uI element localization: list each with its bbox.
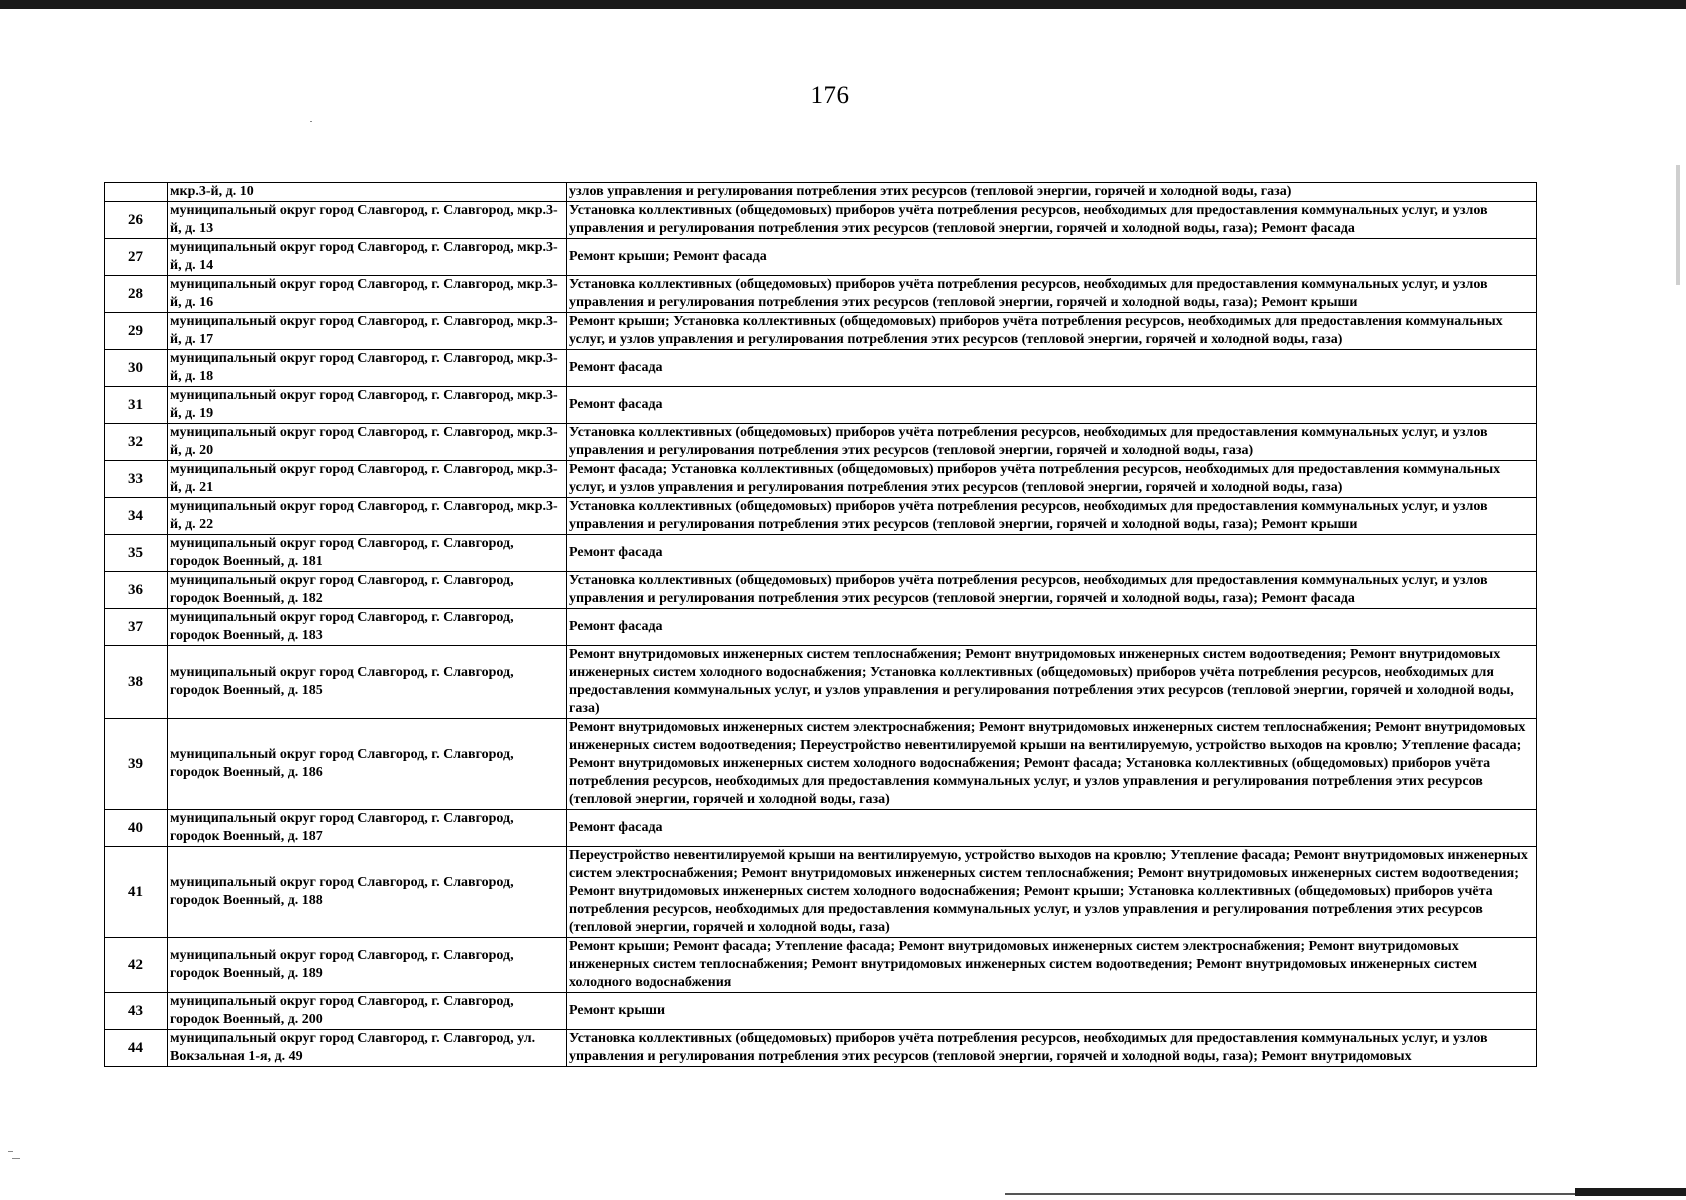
table-row	[105, 719, 1537, 810]
row-address-cell	[168, 993, 567, 1030]
row-address-cell	[168, 847, 567, 938]
row-works: Ремонт фасада	[569, 619, 663, 634]
row-works-cell	[567, 276, 1537, 313]
row-works-cell	[567, 535, 1537, 572]
table-row	[105, 276, 1537, 313]
table-row	[105, 646, 1537, 719]
table-row	[105, 387, 1537, 424]
scan-bottom-edge	[1575, 1188, 1686, 1196]
row-works: Ремонт крыши; Ремонт фасада; Утепление фасада; Ремонт внутридомовых инженерных систем электроснабжения; Ремонт внутридомовых инженерных систем теплоснабжения; Ремонт внутридомовых инженерных систем водоотведения; Ремонт внутридомовых инженерных систем холодного водоснабжения	[569, 939, 1478, 990]
row-address-cell	[168, 276, 567, 313]
table-body	[105, 183, 1537, 1067]
row-works: Ремонт фасада	[569, 545, 663, 560]
row-works-cell	[567, 847, 1537, 938]
table-row	[105, 810, 1537, 847]
row-address: муниципальный округ город Славгород, г. Славгород, городок Военный, д. 189	[170, 948, 514, 981]
row-works: Ремонт крыши; Ремонт фасада	[569, 249, 767, 264]
row-address-cell	[168, 498, 567, 535]
row-number: 40	[105, 810, 168, 847]
row-address-cell	[168, 387, 567, 424]
row-address: муниципальный округ город Славгород, г. Славгород, городок Военный, д. 182	[170, 573, 514, 606]
repair-works-table-container	[104, 182, 1536, 1067]
row-works-cell	[567, 609, 1537, 646]
row-number: 28	[105, 276, 168, 313]
row-address: муниципальный округ город Славгород, г. Славгород, городок Военный, д. 187	[170, 811, 514, 844]
table-row	[105, 938, 1537, 993]
table-row	[105, 993, 1537, 1030]
row-address-cell	[168, 810, 567, 847]
row-works-cell	[567, 350, 1537, 387]
row-address: муниципальный округ город Славгород, г. Славгород, мкр.3-й, д. 20	[170, 425, 558, 458]
row-works-cell	[567, 993, 1537, 1030]
row-works: Ремонт крыши	[569, 1003, 666, 1018]
row-address: муниципальный округ город Славгород, г. Славгород, мкр.3-й, д. 17	[170, 314, 558, 347]
row-address-cell	[168, 424, 567, 461]
row-works-cell	[567, 202, 1537, 239]
table-row	[105, 350, 1537, 387]
row-works: Ремонт внутридомовых инженерных систем электроснабжения; Ремонт внутридомовых инженерных систем теплоснабжения; Ремонт внутридомовых инженерных систем водоотведения; Переустройство невентилируемой крыши на вентилируемую, устройство выходов на кровлю; Утепление фасада; Ремонт внутридомовых инженерных систем холодного водоснабжения; Ремонт фасада; Установка коллективных (общедомовых) приборов учёта потребления ресурсов, необходимых для предоставления коммунальных услуг, и узлов управления и регулирования потребления этих ресурсов (тепловой энергии, горячей и холодной воды, газа)	[569, 720, 1526, 807]
row-address: муниципальный округ город Славгород, г. Славгород, мкр.3-й, д. 16	[170, 277, 558, 310]
row-address: муниципальный округ город Славгород, г. Славгород, мкр.3-й, д. 21	[170, 462, 558, 495]
row-address-cell	[168, 646, 567, 719]
row-address: муниципальный округ город Славгород, г. Славгород, городок Военный, д. 181	[170, 536, 514, 569]
row-address: муниципальный округ город Славгород, г. Славгород, мкр.3-й, д. 13	[170, 203, 558, 236]
row-number: 27	[105, 239, 168, 276]
row-address: муниципальный округ город Славгород, г. Славгород, мкр.3-й, д. 14	[170, 240, 558, 273]
row-address-cell	[168, 239, 567, 276]
row-address: муниципальный округ город Славгород, г. Славгород, городок Военный, д. 183	[170, 610, 514, 643]
row-number: 32	[105, 424, 168, 461]
row-number: 31	[105, 387, 168, 424]
row-works-cell	[567, 183, 1537, 202]
row-works: Ремонт фасада; Установка коллективных (общедомовых) приборов учёта потребления ресурсов, необходимых для предоставления коммунальных услуг, и узлов управления и регулирования потребления этих ресурсов (тепловой энергии, горячей и холодной воды, газа)	[569, 462, 1501, 495]
table-row	[105, 183, 1537, 202]
page-number: 176	[810, 82, 850, 109]
row-number: 44	[105, 1030, 168, 1067]
row-number: 34	[105, 498, 168, 535]
row-works: Ремонт фасада	[569, 820, 663, 835]
row-works-cell	[567, 572, 1537, 609]
row-address-cell	[168, 313, 567, 350]
row-works: Ремонт крыши; Установка коллективных (общедомовых) приборов учёта потребления ресурсов, необходимых для предоставления коммунальных услуг, и узлов управления и регулирования потребления этих ресурсов (тепловой энергии, горячей и холодной воды, газа)	[569, 314, 1503, 347]
table-row	[105, 461, 1537, 498]
repair-works-table	[104, 182, 1537, 1067]
row-works-cell	[567, 938, 1537, 993]
row-number: 41	[105, 847, 168, 938]
row-number: 43	[105, 993, 168, 1030]
row-address-cell	[168, 1030, 567, 1067]
row-works-cell	[567, 498, 1537, 535]
row-address-cell	[168, 350, 567, 387]
row-works: Установка коллективных (общедомовых) приборов учёта потребления ресурсов, необходимых для предоставления коммунальных услуг, и узлов управления и регулирования потребления этих ресурсов (тепловой энергии, горячей и холодной воды, газа); Ремонт внутридомовых	[569, 1031, 1488, 1064]
row-address-cell	[168, 202, 567, 239]
scan-top-edge	[0, 0, 1686, 9]
table-row	[105, 313, 1537, 350]
row-works-cell	[567, 461, 1537, 498]
row-number: 38	[105, 646, 168, 719]
row-address-cell	[168, 609, 567, 646]
table-row	[105, 609, 1537, 646]
row-number: 42	[105, 938, 168, 993]
table-row	[105, 572, 1537, 609]
row-works: Ремонт внутридомовых инженерных систем теплоснабжения; Ремонт внутридомовых инженерных систем водоотведения; Ремонт внутридомовых инженерных систем холодного водоснабжения; Установка коллективных (общедомовых) приборов учёта потребления ресурсов, необходимых для предоставления коммунальных услуг, и узлов управления и регулирования потребления этих ресурсов (тепловой энергии, горячей и холодной воды, газа)	[569, 647, 1514, 716]
row-address: муниципальный округ город Славгород, г. Славгород, мкр.3-й, д. 18	[170, 351, 558, 384]
row-works: Установка коллективных (общедомовых) приборов учёта потребления ресурсов, необходимых для предоставления коммунальных услуг, и узлов управления и регулирования потребления этих ресурсов (тепловой энергии, горячей и холодной воды, газа); Ремонт крыши	[569, 277, 1488, 310]
table-row	[105, 239, 1537, 276]
row-works-cell	[567, 1030, 1537, 1067]
row-works-cell	[567, 646, 1537, 719]
row-address: муниципальный округ город Славгород, г. Славгород, городок Военный, д. 186	[170, 747, 514, 780]
row-works-cell	[567, 313, 1537, 350]
scan-right-mark	[1676, 165, 1680, 285]
table-row	[105, 1030, 1537, 1067]
row-works: узлов управления и регулирования потребления этих ресурсов (тепловой энергии, горячей и холодной воды, газа)	[569, 184, 1292, 199]
row-works: Переустройство невентилируемой крыши на вентилируемую, устройство выходов на кровлю; Утепление фасада; Ремонт внутридомовых инженерных систем электроснабжения; Ремонт внутридомовых инженерных систем теплоснабжения; Ремонт внутридомовых инженерных систем водоотведения; Ремонт внутридомовых инженерных систем холодного водоснабжения; Ремонт крыши; Установка коллективных (общедомовых) приборов учёта потребления ресурсов, необходимых для предоставления коммунальных услуг, и узлов управления и регулирования потребления этих ресурсов (тепловой энергии, горячей и холодной воды, газа)	[569, 848, 1528, 935]
table-row	[105, 424, 1537, 461]
row-number	[105, 183, 168, 202]
row-works: Ремонт фасада	[569, 397, 663, 412]
row-address-cell	[168, 461, 567, 498]
row-address: мкр.3-й, д. 10	[170, 184, 254, 199]
row-number: 33	[105, 461, 168, 498]
row-number: 26	[105, 202, 168, 239]
table-row	[105, 535, 1537, 572]
row-number: 29	[105, 313, 168, 350]
table-row	[105, 202, 1537, 239]
row-works-cell	[567, 424, 1537, 461]
row-works-cell	[567, 387, 1537, 424]
row-address: муниципальный округ город Славгород, г. Славгород, ул. Вокзальная 1-я, д. 49	[170, 1031, 536, 1064]
row-number: 36	[105, 572, 168, 609]
row-works: Установка коллективных (общедомовых) приборов учёта потребления ресурсов, необходимых для предоставления коммунальных услуг, и узлов управления и регулирования потребления этих ресурсов (тепловой энергии, горячей и холодной воды, газа)	[569, 425, 1488, 458]
row-works: Установка коллективных (общедомовых) приборов учёта потребления ресурсов, необходимых для предоставления коммунальных услуг, и узлов управления и регулирования потребления этих ресурсов (тепловой энергии, горячей и холодной воды, газа); Ремонт крыши	[569, 499, 1488, 532]
row-address: муниципальный округ город Славгород, г. Славгород, мкр.3-й, д. 19	[170, 388, 558, 421]
row-address-cell	[168, 938, 567, 993]
row-address: муниципальный округ город Славгород, г. Славгород, городок Военный, д. 185	[170, 665, 514, 698]
scan-speck	[12, 1158, 20, 1159]
row-address-cell	[168, 535, 567, 572]
table-row	[105, 498, 1537, 535]
row-address-cell	[168, 572, 567, 609]
row-works-cell	[567, 719, 1537, 810]
row-works: Ремонт фасада	[569, 360, 663, 375]
row-number: 30	[105, 350, 168, 387]
row-number: 39	[105, 719, 168, 810]
row-works: Установка коллективных (общедомовых) приборов учёта потребления ресурсов, необходимых для предоставления коммунальных услуг, и узлов управления и регулирования потребления этих ресурсов (тепловой энергии, горячей и холодной воды, газа); Ремонт фасада	[569, 573, 1488, 606]
scan-speck	[310, 121, 312, 122]
row-number: 35	[105, 535, 168, 572]
row-works-cell	[567, 810, 1537, 847]
row-address: муниципальный округ город Славгород, г. Славгород, городок Военный, д. 188	[170, 875, 514, 908]
table-row	[105, 847, 1537, 938]
row-address: муниципальный округ город Славгород, г. Славгород, мкр.3-й, д. 22	[170, 499, 558, 532]
scan-speck	[8, 1151, 13, 1152]
row-address-cell	[168, 719, 567, 810]
row-address: муниципальный округ город Славгород, г. Славгород, городок Военный, д. 200	[170, 994, 514, 1027]
row-works: Установка коллективных (общедомовых) приборов учёта потребления ресурсов, необходимых для предоставления коммунальных услуг, и узлов управления и регулирования потребления этих ресурсов (тепловой энергии, горячей и холодной воды, газа); Ремонт фасада	[569, 203, 1488, 236]
row-works-cell	[567, 239, 1537, 276]
row-address-cell	[168, 183, 567, 202]
row-number: 37	[105, 609, 168, 646]
